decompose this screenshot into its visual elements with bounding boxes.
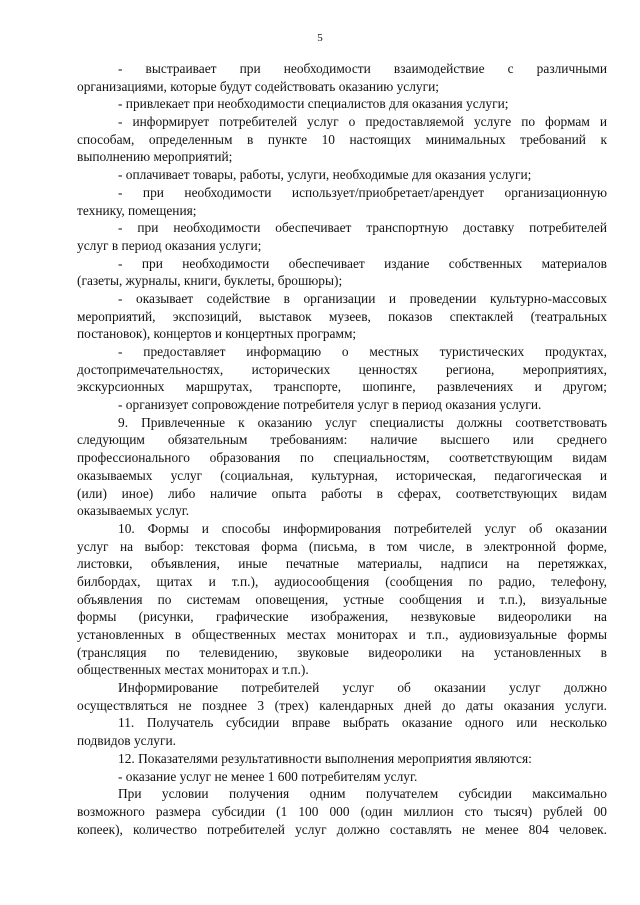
text-line: (или) иное) либо наличие опыта работы в сферах, соответствующих видам [77,485,607,501]
page-number: 5 [317,32,323,44]
text-line: установленных в общественных местах мониторах и т.п., аудиовизуальные формы [77,627,607,642]
text-line: следующим обязательным требованиям: наличие высшего или среднего [77,432,607,448]
text-line: мероприятий, экспозиций, выставок музеев, показов спектаклей (театральных [77,308,607,324]
text-line: услуг в период оказания услуги; [77,237,262,253]
text-line: - предоставляет информацию о местных туристических продуктах, [118,344,607,359]
text-line: - выстраивает при необходимости взаимодействие с различными [118,61,607,76]
text-line: 9. Привлеченные к оказанию услуг специалисты должны соответствовать [118,414,607,430]
text-line: 12. Показателями результативности выполнения мероприятия являются: [118,750,532,766]
text-line: - при необходимости использует/приобретает/арендует организационную [118,184,607,200]
text-line: технику, помещения; [77,202,197,218]
text-line: выполнению мероприятий; [77,149,233,165]
text-line: организациями, которые будут содействовать оказанию услуги; [77,78,439,94]
text-line: копеек), количество потребителей услуг должно составлять не менее 804 человек. [77,821,607,837]
text-line: услуг на выбор: текстовая форма (письма, в том числе, в электронной форме, [77,538,607,554]
text-line: листовки, объявления, иные печатные материалы, надписи на перетяжках, [77,556,607,572]
text-line: возможного размера субсидии (1 100 000 (один миллион сто тысяч) рублей 00 [77,803,607,819]
text-line: осуществляться не позднее 3 (трех) календарных дней до даты оказания услуги. [77,697,607,713]
text-line: - оплачивает товары, работы, услуги, необходимые для оказания услуги; [118,167,532,183]
text-line: Информирование потребителей услуг об оказании услуг должно [118,680,607,696]
text-line: формы (рисунки, графические изображения, незвуковые видеоролики на [77,609,607,625]
text-line: способам, определенным в пункте 10 настоящих минимальных требований к [77,131,607,147]
text-line: (газеты, журналы, книги, буклеты, брошюры); [77,273,343,289]
text-line: При условии получения одним получателем субсидии максимально [118,786,607,802]
text-line: (трансляция по телевидению, звуковые видеоролики на установленных в [77,644,607,660]
text-line: 10. Формы и способы информирования потребителей услуг об оказании [118,520,607,536]
text-line: - оказание услуг не менее 1 600 потребителям услуг. [118,768,418,784]
text-line: оказываемых услуг (социальная, культурная, историческая, педагогическая и [77,467,607,483]
text-line: общественных местах мониторах и т.п.). [77,662,309,678]
text-line: - при необходимости обеспечивает издание собственных материалов [118,255,607,271]
text-line: билбордах, щитах и т.п.), аудиосообщения (сообщения по радио, телефону, [77,573,607,589]
text-line: - оказывает содействие в организации и проведении культурно-массовых [118,290,607,306]
text-line: - привлекает при необходимости специалистов для оказания услуги; [118,96,509,112]
text-line: постановок), концертов и концертных программ; [77,326,357,342]
text-line: достопримечательностях, исторических ценностях региона, мероприятиях, [77,361,607,377]
document-body [77,60,607,838]
text-line: - организует сопровождение потребителя услуг в период оказания услуги. [118,397,542,413]
text-line: экскурсионных маршрутах, транспорте, шопинге, развлечениях и другом; [77,379,607,395]
text-line: оказываемых услуг. [77,503,190,519]
text-line: объявления по системам оповещения, устные сообщения и т.п.), визуальные [77,591,607,607]
text-line: профессионального образования по специальностям, соответствующим видам [77,450,607,466]
text-line: 11. Получатель субсидии вправе выбрать оказание одного или несколько [118,715,607,731]
text-line: - информирует потребителей услуг о предоставляемой услуге по формам и [118,114,607,130]
text-line: подвидов услуги. [77,733,176,749]
text-line: - при необходимости обеспечивает транспортную доставку потребителей [118,220,607,236]
